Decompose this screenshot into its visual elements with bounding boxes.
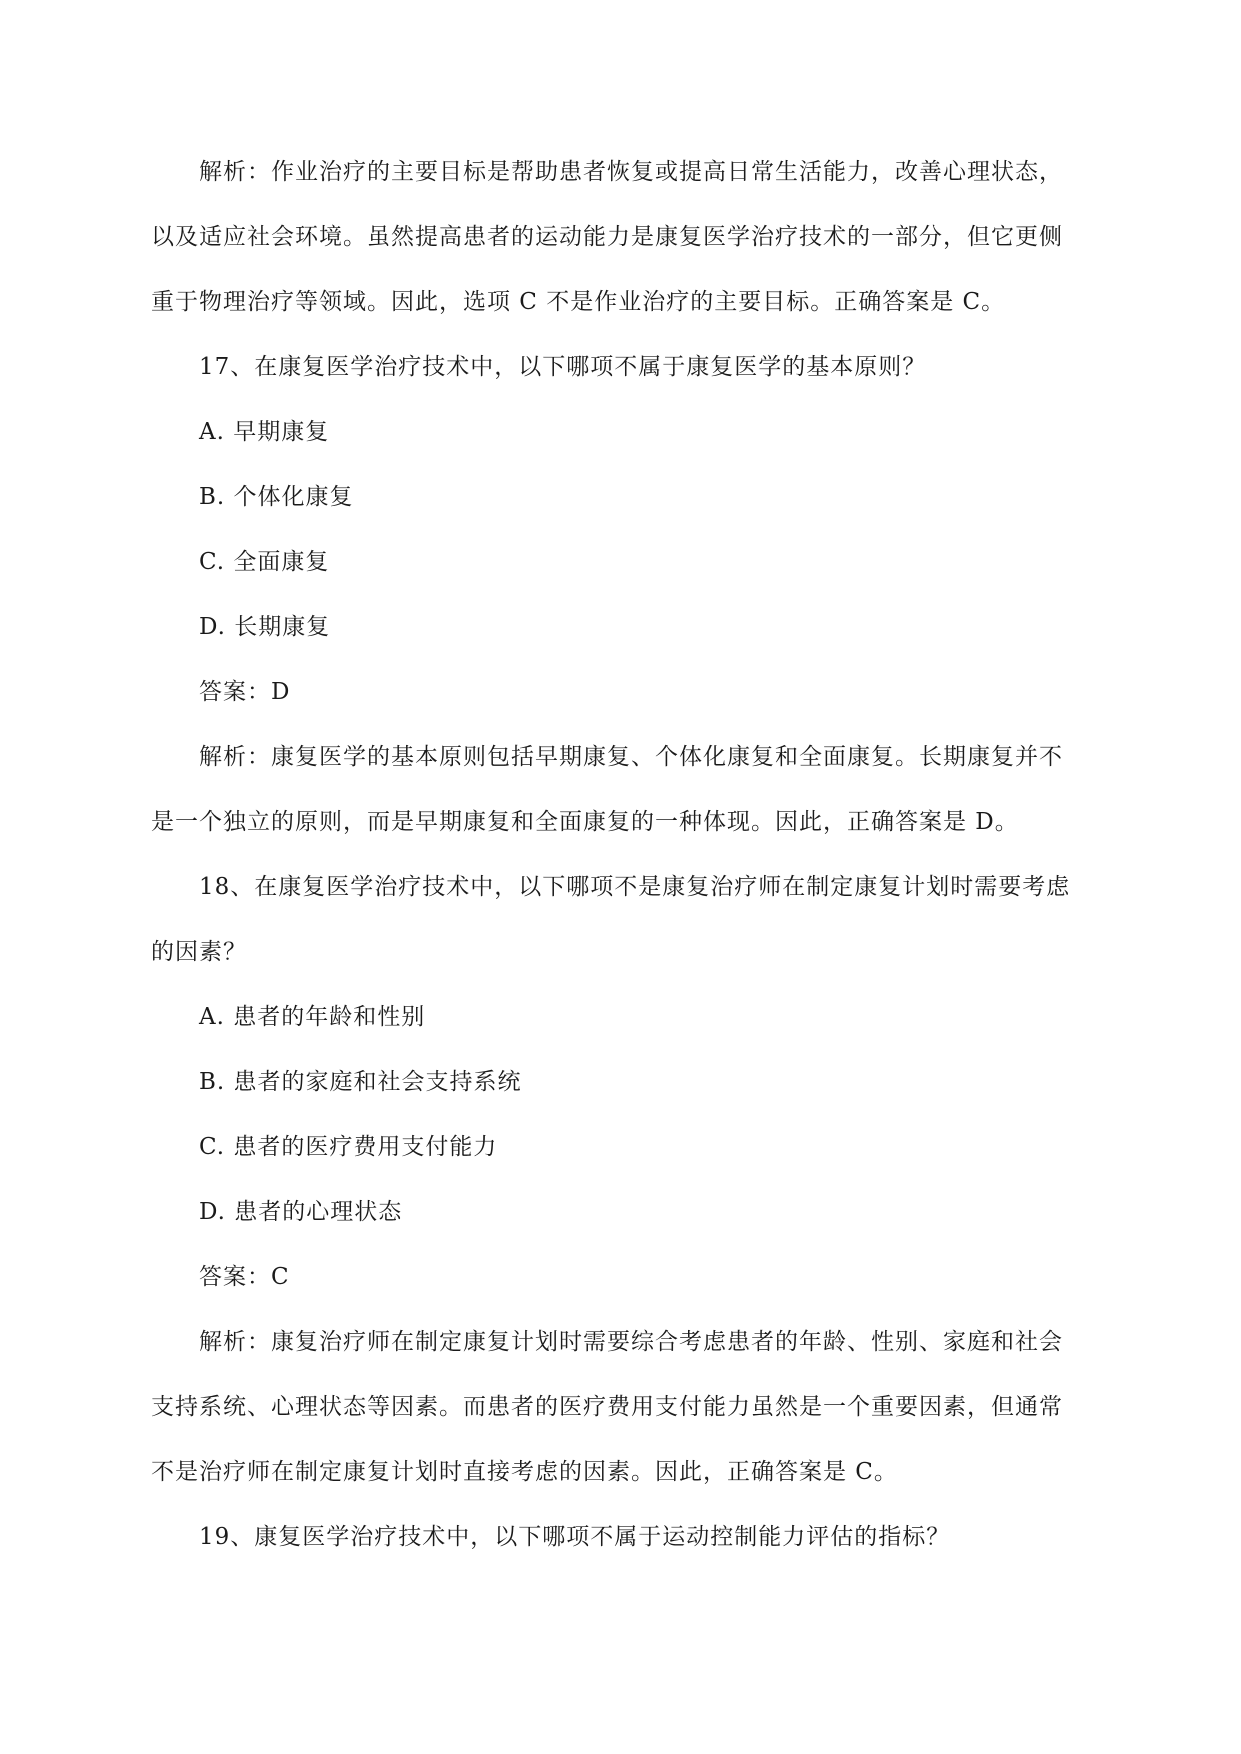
option-c: C. 全面康复: [199, 549, 330, 575]
text-line: 的因素？: [151, 939, 247, 965]
text-line: 以及适应社会环境。虽然提高患者的运动能力是康复医学治疗技术的一部分，但它更侧: [151, 224, 1063, 250]
document-body: [151, 140, 1091, 1570]
text-line: 是一个独立的原则，而是早期康复和全面康复的一种体现。因此，正确答案是 D。: [151, 809, 1019, 835]
option-d: D. 患者的心理状态: [199, 1199, 403, 1225]
option-b: B. 患者的家庭和社会支持系统: [199, 1069, 522, 1095]
option-d: D. 长期康复: [199, 614, 331, 640]
option-a: A. 早期康复: [199, 419, 330, 445]
question-19: 19、康复医学治疗技术中，以下哪项不属于运动控制能力评估的指标？: [199, 1524, 951, 1550]
option-b: B. 个体化康复: [199, 484, 354, 510]
text-line: 重于物理治疗等领域。因此，选项 C 不是作业治疗的主要目标。正确答案是 C。: [151, 289, 1006, 315]
answer: 答案：C: [199, 1264, 290, 1290]
question-17: 17、在康复医学治疗技术中，以下哪项不属于康复医学的基本原则？: [199, 354, 927, 380]
text-line: 支持系统、心理状态等因素。而患者的医疗费用支付能力虽然是一个重要因素，但通常: [151, 1394, 1063, 1420]
answer: 答案：D: [199, 679, 291, 705]
option-a: A. 患者的年龄和性别: [199, 1004, 426, 1030]
explanation: 解析：康复治疗师在制定康复计划时需要综合考虑患者的年龄、性别、家庭和社会: [199, 1329, 1063, 1355]
text-line: 不是治疗师在制定康复计划时直接考虑的因素。因此，正确答案是 C。: [151, 1459, 898, 1485]
question-18: 18、在康复医学治疗技术中，以下哪项不是康复治疗师在制定康复计划时需要考虑: [199, 874, 1071, 900]
explanation: 解析：康复医学的基本原则包括早期康复、个体化康复和全面康复。长期康复并不: [199, 744, 1063, 770]
text-line: 解析：作业治疗的主要目标是帮助患者恢复或提高日常生活能力，改善心理状态，: [199, 159, 1063, 185]
option-c: C. 患者的医疗费用支付能力: [199, 1134, 498, 1160]
